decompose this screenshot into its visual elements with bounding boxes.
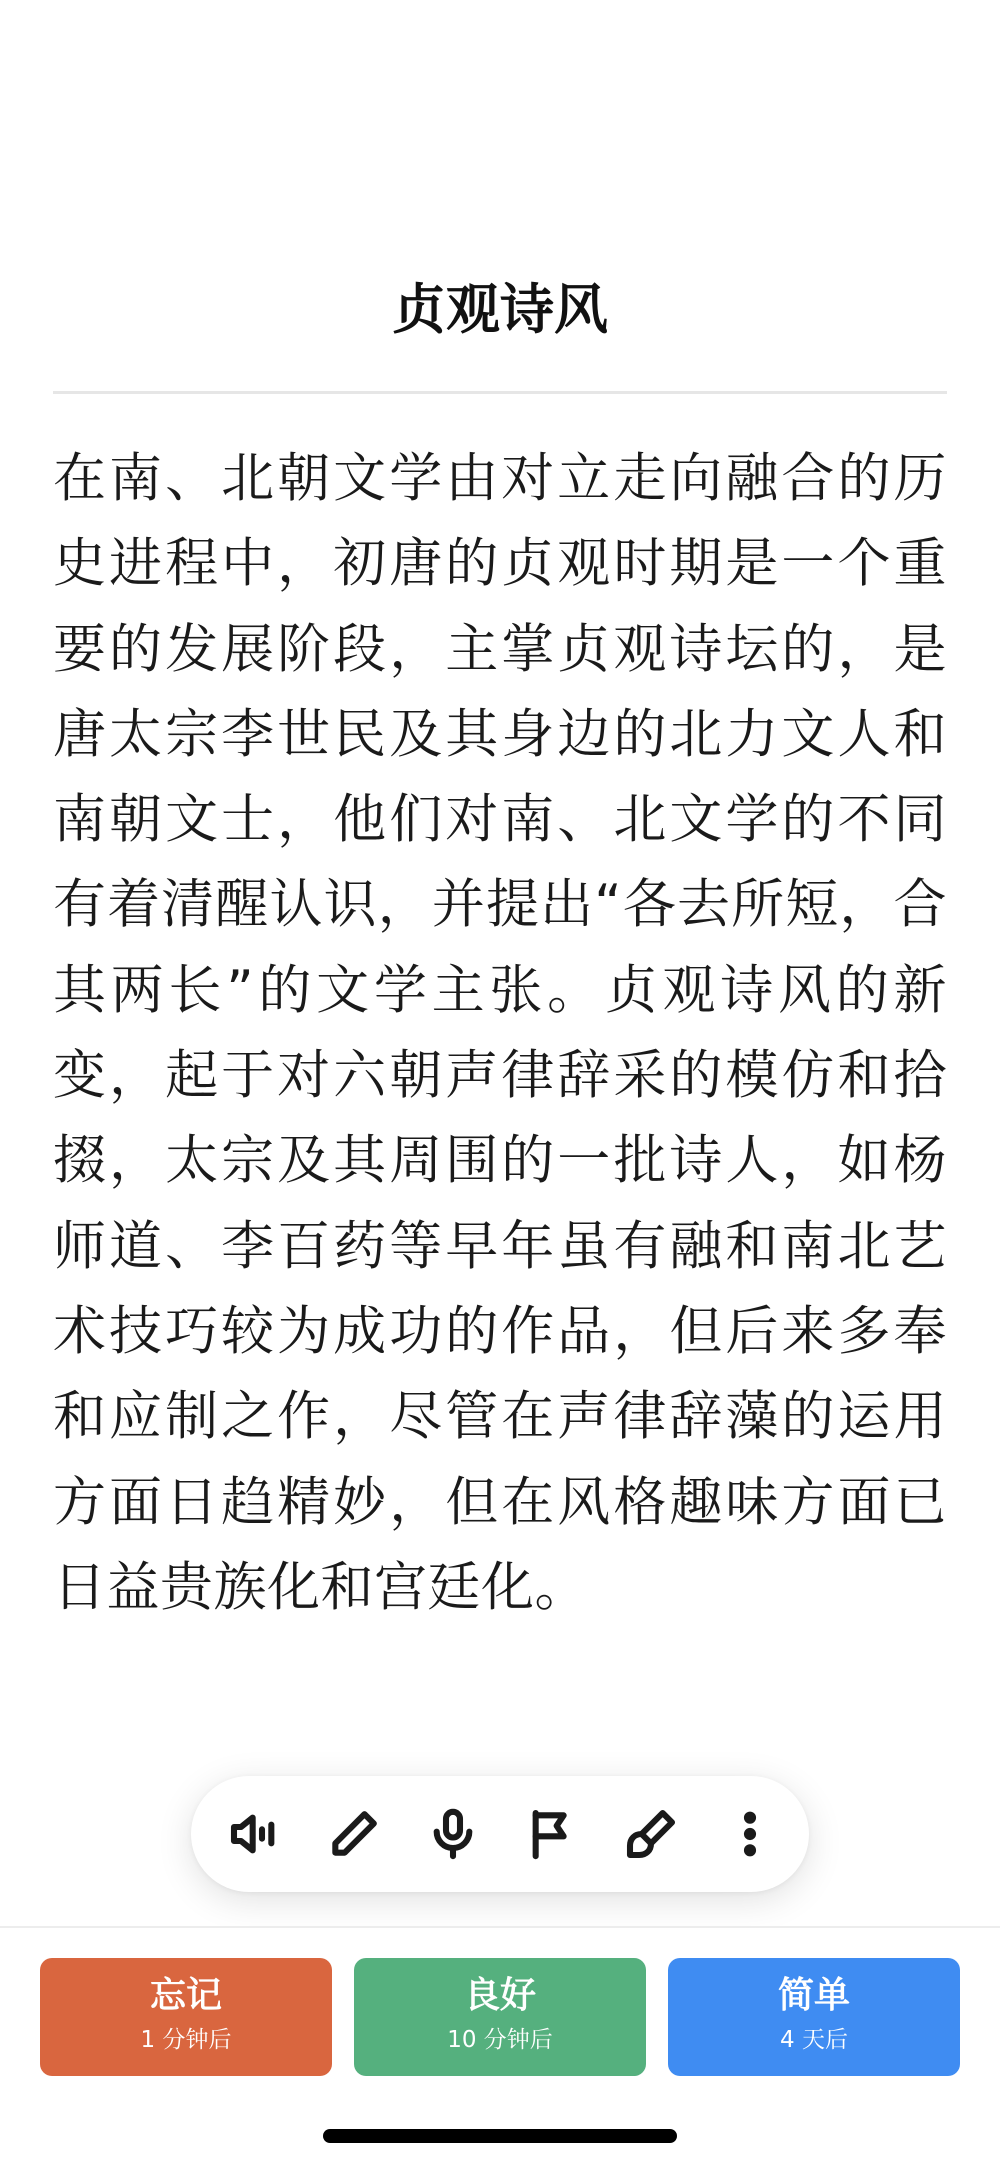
forget-label: 忘记 — [149, 1975, 222, 2016]
good-label: 良好 — [463, 1975, 536, 2016]
microphone-icon — [425, 1806, 481, 1862]
brush-icon — [623, 1806, 679, 1862]
title-divider — [53, 391, 947, 394]
edit-button[interactable] — [324, 1804, 384, 1864]
flag-button[interactable] — [522, 1804, 582, 1864]
action-toolbar — [191, 1776, 809, 1892]
more-button[interactable] — [720, 1804, 780, 1864]
draw-button[interactable] — [621, 1804, 681, 1864]
easy-button[interactable] — [668, 1958, 960, 2076]
record-button[interactable] — [423, 1804, 483, 1864]
forget-interval: 1 分钟后 — [140, 2027, 232, 2053]
forget-button[interactable] — [40, 1958, 332, 2076]
speaker-button[interactable] — [225, 1804, 285, 1864]
good-button[interactable] — [354, 1958, 646, 2076]
speaker-icon — [227, 1806, 283, 1862]
pencil-icon — [326, 1806, 382, 1862]
card-body-text: 在南、北朝文学由对立走向融合的历史进程中，初唐的贞观时期是一个重要的发展阶段，主掌贞观诗坛的，是唐太宗李世民及其身边的北力文人和南朝文士，他们对南、北文学的不同有着清醒认识，并提出“各去所短，合其两长”的文学主张。贞观诗风的新变，起于对六朝声律辞采的模仿和拾掇，太宗及其周围的一批诗人，如杨师道、李百药等早年虽有融和南北艺术技巧较为成功的作品，但后来多奉和应制之作，尽管在声律辞藻的运用方面日趋精妙，但在风格趣味方面已日益贵族化和宫廷化。 — [53, 448, 947, 1618]
flag-icon — [524, 1806, 580, 1862]
card-title: 贞观诗风 — [392, 278, 608, 341]
more-vertical-icon — [722, 1806, 778, 1862]
easy-interval: 4 天后 — [780, 2027, 848, 2053]
home-indicator — [323, 2129, 677, 2143]
easy-label: 简单 — [777, 1975, 850, 2016]
good-interval: 10 分钟后 — [447, 2027, 553, 2053]
